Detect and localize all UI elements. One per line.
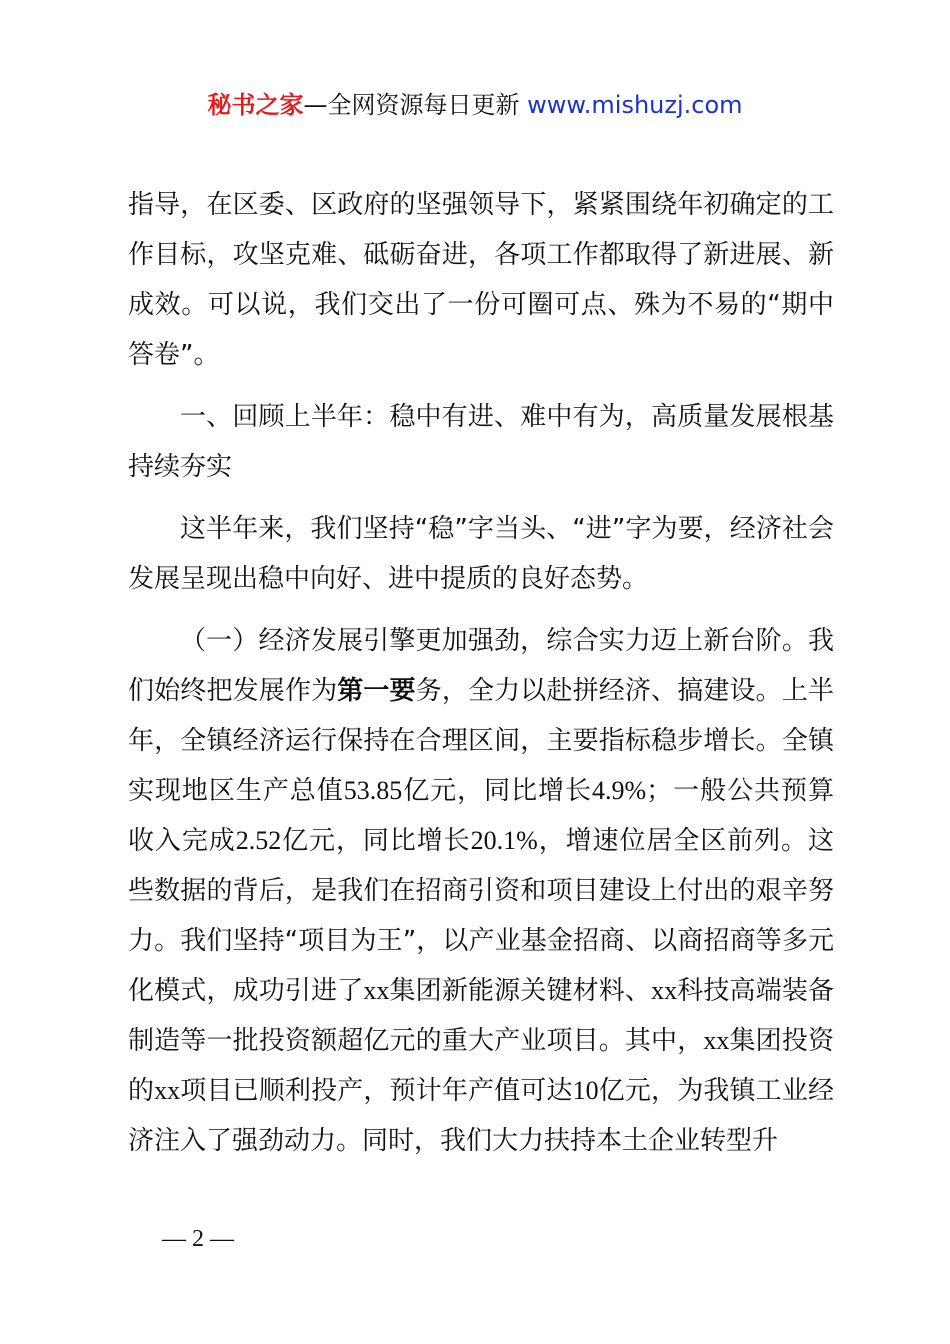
- text-segment: 务，全力以赴拼经济、搞建设。上半年，全镇经济运行保持在合理区间，主要指标稳步增长。全镇实现地区生产总值: [128, 676, 834, 806]
- bold-text: 第一要: [337, 676, 416, 706]
- site-url-link[interactable]: www.mishuzj.com: [527, 91, 743, 119]
- text-segment: 亿元，同比增长: [402, 776, 592, 806]
- text-segment: 项目已顺利投产，预计年产值可达: [180, 1076, 573, 1106]
- text-segment: ；一般公共预算收入完成: [128, 776, 834, 856]
- revenue-value: 2.52: [235, 826, 282, 855]
- paragraph-economy: [128, 616, 834, 1166]
- text-segment: （一）经济发展引擎更加强劲，综合实力迈上新台阶。我们始终把发展作为: [128, 626, 834, 706]
- placeholder-xx: xx: [703, 1026, 730, 1055]
- paragraph-overview: 这半年来，我们坚持“稳”字当头、“进”字为要，经济社会发展呈现出稳中向好、进中提质的良好态势。: [128, 514, 834, 594]
- paragraph-intro-continued: 指导，在区委、区政府的坚强领导下，紧紧围绕年初确定的工作目标，攻坚克难、砥砺奋进，各项工作都取得了新进展、新成效。可以说，我们交出了一份可圈可点、殊为不易的“期中答卷”。: [128, 190, 834, 370]
- text-segment: 亿元，为我镇工业经济注入了强劲动力。同时，我们大力扶持本土企业转型升: [128, 1076, 834, 1156]
- text-segment: 亿元，同比增长: [281, 826, 471, 856]
- page-number: — 2 —: [162, 1226, 234, 1252]
- output-value: 10: [572, 1076, 599, 1105]
- text-segment: ，增速位居全区前列。这些数据的背后，是我们在招商引资和项目建设上付出的艰辛努力。我们坚持“项目为王”，以产业基金招商、以商招商等多元化模式，成功引进了: [128, 826, 834, 1006]
- placeholder-xx: xx: [154, 1076, 181, 1105]
- placeholder-xx: xx: [651, 976, 678, 1005]
- brand-name: 秘书之家: [207, 91, 304, 119]
- text-segment: 科技高端装备制造等一批投资额超亿元的重大产业项目。其中，: [128, 976, 834, 1056]
- gdp-growth-value: 4.9%: [592, 776, 647, 805]
- text-segment: 集团新能源关键材料、: [389, 976, 652, 1006]
- document-body: [128, 180, 834, 1166]
- placeholder-xx: xx: [363, 976, 390, 1005]
- revenue-growth-value: 20.1%: [470, 826, 538, 855]
- section-heading-1: 一、回顾上半年：稳中有进、难中有为，高质量发展根基持续夯实: [128, 402, 834, 482]
- gdp-value: 53.85: [343, 776, 403, 805]
- text-segment: 集团投资的: [128, 1026, 834, 1106]
- site-header: [0, 88, 950, 122]
- header-tagline: —全网资源每日更新: [303, 91, 528, 119]
